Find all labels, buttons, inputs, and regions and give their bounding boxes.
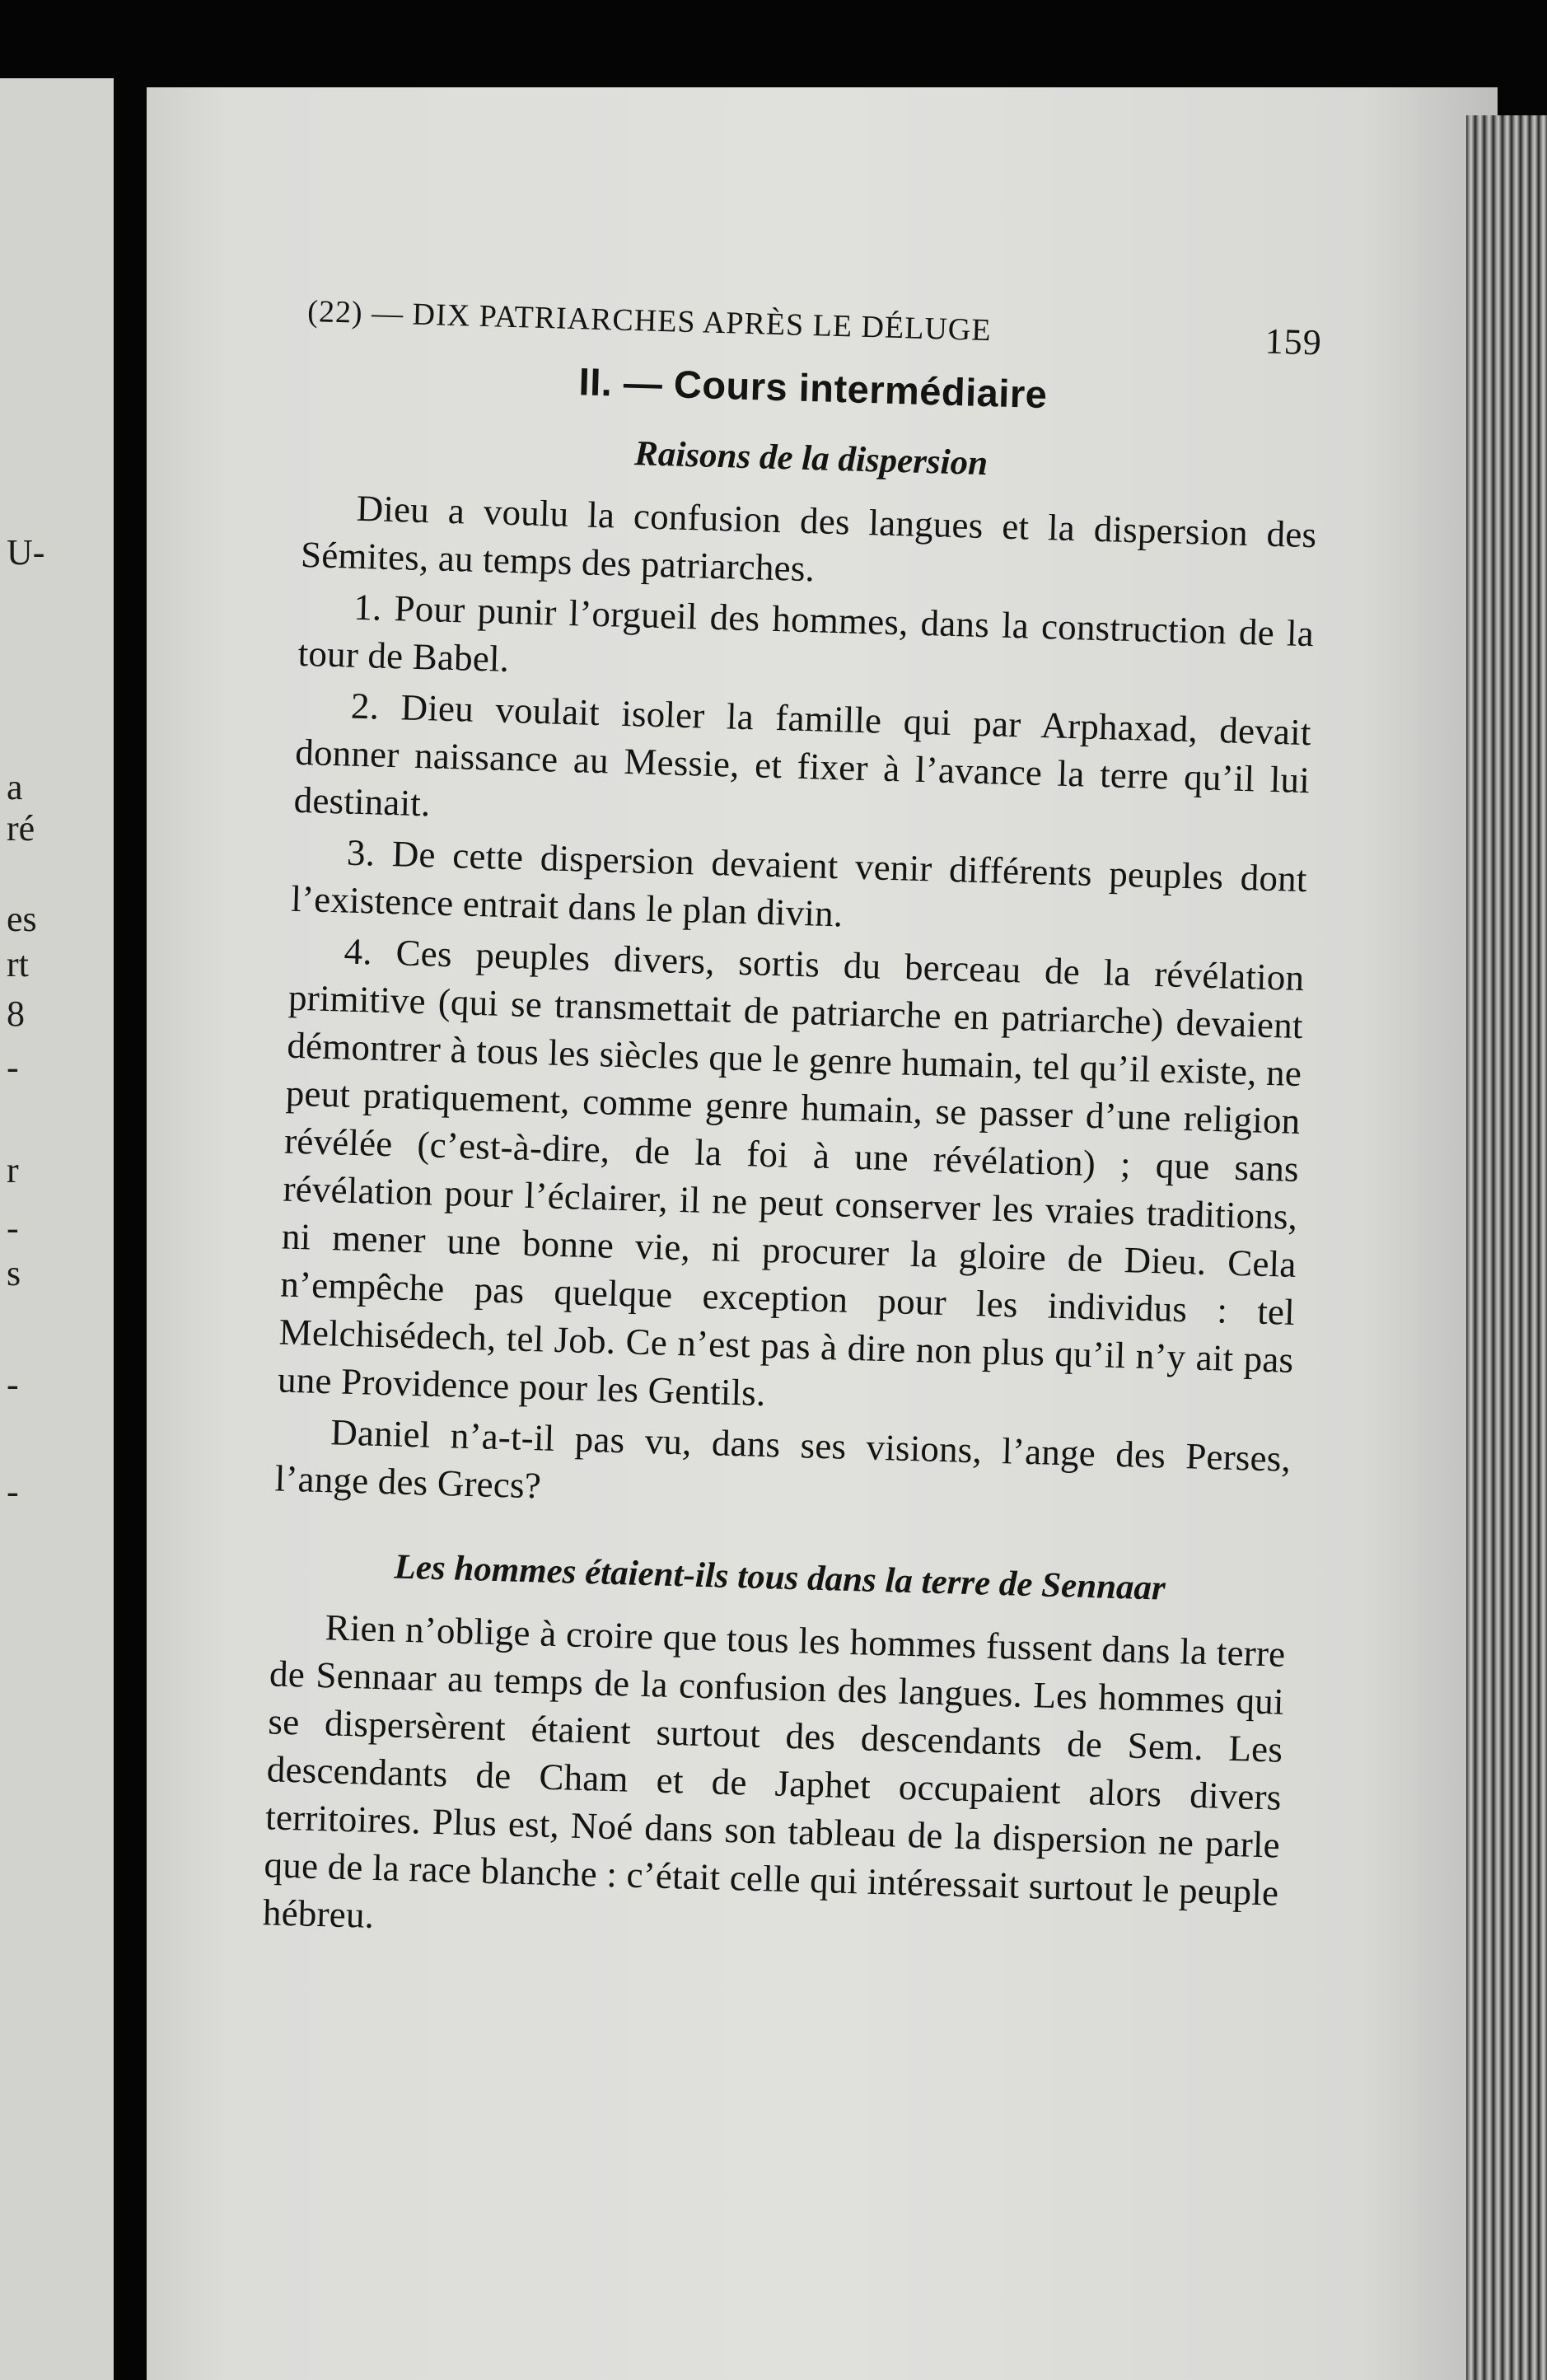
previous-page-fragment: rt xyxy=(7,944,29,984)
page-number: 159 xyxy=(1264,320,1323,363)
previous-page-fragment: a xyxy=(7,767,23,807)
paragraph: Rien n’oblige à croire que tous les hommes fussent dans la terre de Sennaar au temps de la confusion des langues. Les hommes qui se dispersèrent étaient surtout des descendants de Sem. Les descendants de Cham et de Japhet occupaient alors divers territoires. Plus est, Noé dans son tableau de la dispersion ne parle que de la race blanche : c’était celle qui intéressait surtout le peuple hébreu. xyxy=(262,1606,1287,1936)
previous-page-fragment: - xyxy=(7,1047,19,1087)
page-edges-spine xyxy=(1466,115,1547,2380)
subsection-dispersion-reasons xyxy=(274,424,1319,1531)
previous-page-fragment: r xyxy=(7,1150,19,1190)
page-text-block xyxy=(262,293,1322,1965)
subsection-heading: Les hommes étaient-ils tous dans la terre de Sennaar xyxy=(393,1547,1166,1608)
previous-page-fragment: s xyxy=(7,1253,21,1293)
section-title: II. — Cours intermédiaire xyxy=(578,359,1049,417)
previous-page-fragment: ré xyxy=(7,808,35,849)
previous-page-edge xyxy=(0,78,114,2380)
previous-page-fragment: U- xyxy=(7,532,45,573)
previous-page-fragment: - xyxy=(7,1208,19,1248)
paragraph: 1. Pour punir l’orgueil des hommes, dans la construction de la tour de Babel. xyxy=(297,586,1315,680)
paragraph: 4. Ces peuples divers, sortis du berceau de la révélation primitive (qui se transmettait de patriarche en patriarche) devaient démontrer à tous les siècles que le genre humain, tel qu’il existe, ne peut pratiquement, comme genre humain, se passer d’une religion révélée (c’est-à-dire, de la foi à une révélation) ; que sans révélation pour l’éclairer, il ne peut conserver les vraies traditions, ni mener une bonne vie, ni procurer la gloire de Dieu. Cela n’empêche pas quelque exception pour les individus : tel Melchisédech, tel Job. Ce n’est pas à dire non plus qu’il n’y ait pas une Providence pour les Gentils. xyxy=(277,930,1305,1414)
previous-page-fragment: - xyxy=(7,1471,19,1512)
paragraph: 3. De cette dispersion devaient venir différents peuples dont l’existence entrait dans le plan divin. xyxy=(290,831,1308,935)
running-head-title: (22) — DIX PATRIARCHES APRÈS LE DÉLUGE xyxy=(306,293,993,348)
subsection-sennaar xyxy=(262,1543,1288,1964)
previous-page-fragment: - xyxy=(7,1364,19,1405)
book-page xyxy=(147,87,1498,2380)
paragraph: Dieu a voulu la confusion des langues et la dispersion des Sémites, au temps des patriarches. xyxy=(300,487,1317,590)
paragraph: 2. Dieu voulait isoler la famille qui par Arphaxad, devait donner naissance au Messie, et fixer à l’avance la terre qu’il lui destinait. xyxy=(293,685,1312,825)
paragraph: Daniel n’a-t-il pas vu, dans ses visions, l’ange des Perses, l’ange des Grecs? xyxy=(274,1411,1292,1507)
subsection-heading: Raisons de la dispersion xyxy=(633,434,988,484)
previous-page-fragment: es xyxy=(7,899,37,939)
previous-page-fragment: 8 xyxy=(7,994,25,1034)
